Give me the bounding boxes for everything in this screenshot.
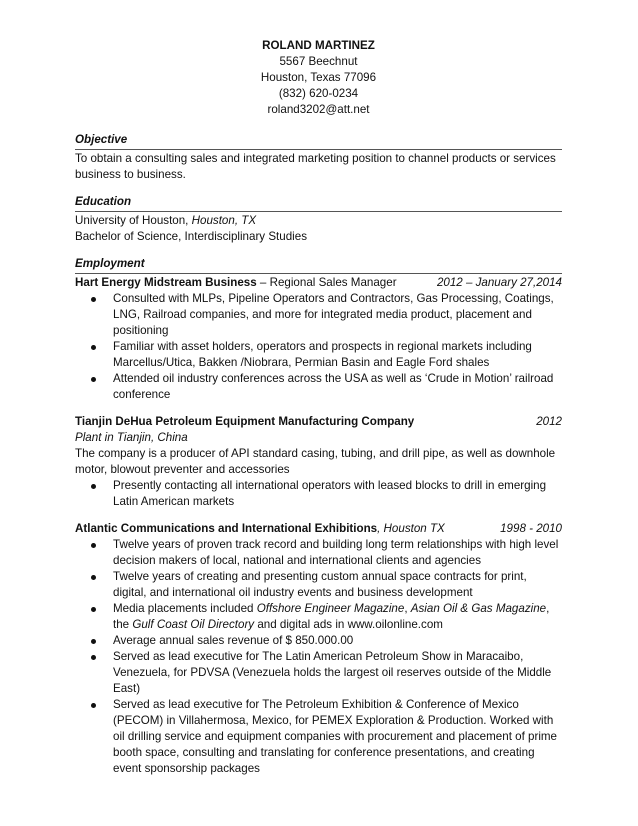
job-subtitle: Plant in Tianjin, China — [75, 431, 188, 444]
bullet-text: Attended oil industry conferences across the USA as well as ‘Crude in Motion’ railroad conference — [113, 372, 554, 401]
bullet-icon — [91, 607, 96, 612]
job-location: , Houston TX — [377, 522, 445, 535]
employment-section — [75, 256, 562, 777]
text-segment: , the — [113, 602, 550, 631]
list-item — [75, 537, 562, 569]
email-address: roland3202@att.net — [267, 103, 370, 116]
text-segment: , — [404, 602, 411, 615]
publication-title: Asian Oil & Gas Magazine — [410, 602, 547, 615]
job-dates: 1998 - 2010 — [500, 522, 562, 535]
education-section — [75, 194, 562, 245]
list-item — [75, 291, 562, 339]
section-divider — [75, 211, 562, 212]
bullet-text: Twelve years of creating and presenting custom annual space contracts for print, digital, and international oil industry events and business development — [113, 570, 527, 599]
job-description: The company is a producer of API standard casing, tubing, and drill pipe, as well as downhole motor, blowout preventer and accessories — [75, 447, 556, 476]
text-segment: Media placements included — [113, 602, 257, 615]
objective-title: Objective — [75, 133, 128, 146]
bullet-text — [113, 602, 549, 631]
employment-title: Employment — [75, 257, 145, 270]
list-item — [75, 339, 562, 371]
job-entry — [75, 521, 562, 777]
bullet-icon — [91, 639, 96, 644]
bullet-text: Familiar with asset holders, operators and prospects in regional markets including Marcellus/Utica, Bakken /Niobrara, Permian Basin and Eagle Ford shales — [113, 340, 532, 369]
education-school-line — [75, 213, 562, 229]
phone-number: (832) 620-0234 — [278, 87, 359, 100]
job-heading — [75, 414, 562, 430]
bullet-icon — [91, 543, 96, 548]
bullet-icon — [91, 703, 96, 708]
publication-title: Offshore Engineer Magazine — [256, 602, 405, 615]
section-divider — [75, 149, 562, 150]
section-divider — [75, 273, 562, 274]
education-location: Houston, TX — [191, 214, 257, 227]
resume-header — [75, 38, 562, 118]
job-entry — [75, 275, 562, 403]
objective-text: To obtain a consulting sales and integrated marketing position to channel products or services business to business. — [75, 152, 556, 181]
list-item — [75, 601, 562, 633]
address-city: Houston, Texas 77096 — [260, 71, 377, 84]
bullet-icon — [91, 345, 96, 350]
job-bullets — [75, 291, 562, 403]
bullet-text: Average annual sales revenue of $ 850.000.00 — [113, 634, 354, 647]
education-school: University of Houston, — [75, 214, 192, 227]
list-item — [75, 697, 562, 777]
bullet-icon — [91, 655, 96, 660]
job-bullets — [75, 537, 562, 777]
bullet-text: Served as lead executive for The Petroleum Exhibition & Conference of Mexico (PECOM) in Villahermosa, Mexico, for PEMEX Exploration & Production. Worked with oil drilling service and equipment companies with procurement and placement of prime booth space, consulting and translating for conference presentations, and creating event sponsorship packages — [113, 698, 558, 775]
publication-title: Gulf Coast Oil Directory — [132, 618, 255, 631]
bullet-text: Presently contacting all international operators with leased blocks to drill in emerging Latin American markets — [113, 479, 547, 508]
address-street: 5567 Beechnut — [279, 55, 358, 68]
education-title: Education — [75, 195, 132, 208]
text-segment: and digital ads in www.oilonline.com — [254, 618, 443, 631]
list-item — [75, 569, 562, 601]
bullet-text: Twelve years of proven track record and building long term relationships with high level decision makers of local, national and international clients and agencies — [113, 538, 559, 567]
list-item — [75, 633, 562, 649]
list-item — [75, 371, 562, 403]
bullet-icon — [91, 484, 96, 489]
job-heading — [75, 275, 562, 291]
job-bullets — [75, 478, 562, 510]
job-heading — [75, 521, 562, 537]
job-role: – Regional Sales Manager — [256, 276, 397, 289]
job-dates: 2012 – January 27,2014 — [436, 276, 562, 289]
job-company: Atlantic Communications and International Exhibitions — [75, 522, 378, 535]
bullet-text: Consulted with MLPs, Pipeline Operators and Contractors, Gas Processing, Coatings, LNG, Railroad companies, and more for integrated media product, placement and positioning — [113, 292, 554, 337]
job-company: Tianjin DeHua Petroleum Equipment Manufacturing Company — [75, 415, 415, 428]
education-degree: Bachelor of Science, Interdisciplinary Studies — [75, 230, 307, 243]
resume-page — [75, 38, 562, 777]
bullet-icon — [91, 377, 96, 382]
job-company: Hart Energy Midstream Business — [75, 276, 257, 289]
list-item — [75, 478, 562, 510]
job-dates: 2012 — [536, 415, 562, 428]
candidate-name: ROLAND MARTINEZ — [262, 39, 375, 52]
job-entry — [75, 414, 562, 510]
list-item — [75, 649, 562, 697]
objective-section — [75, 132, 562, 183]
bullet-icon — [91, 297, 96, 302]
bullet-text: Served as lead executive for The Latin American Petroleum Show in Maracaibo, Venezuela, for PDVSA (Venezuela holds the largest oil reserves outside of the Middle East) — [113, 650, 552, 695]
bullet-icon — [91, 575, 96, 580]
